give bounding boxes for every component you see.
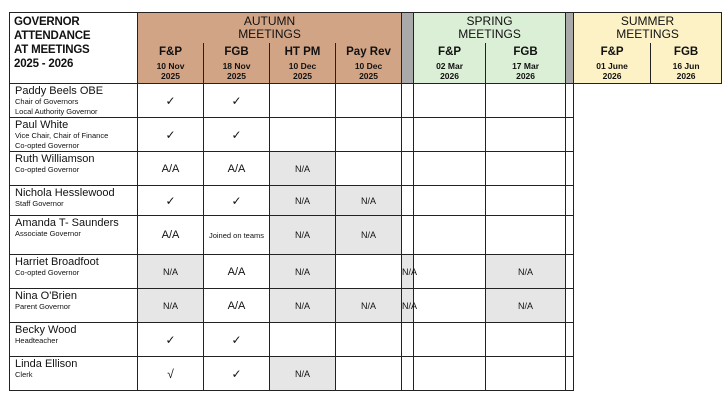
governor-name: Linda Ellison — [15, 358, 78, 370]
governor-cell — [10, 118, 138, 152]
attendance-cell: ✓ — [204, 323, 270, 357]
attendance-cell: N/A — [138, 289, 204, 323]
attendance-cell — [566, 152, 574, 186]
attendance-cell — [336, 152, 402, 186]
attendance-cell — [414, 152, 486, 186]
attendance-cell — [414, 186, 486, 216]
attendance-cell — [486, 84, 566, 118]
governor-role: Co-opted Governor — [15, 268, 80, 277]
governor-row — [10, 216, 722, 255]
attendance-cell: ✓ — [204, 84, 270, 118]
attendance-cell — [336, 357, 402, 391]
governor-cell — [10, 152, 138, 186]
attendance-cell: N/A — [402, 289, 414, 323]
governor-row — [10, 186, 722, 216]
attendance-cell — [336, 118, 402, 152]
attendance-cell — [414, 84, 486, 118]
attendance-cell — [566, 357, 574, 391]
attendance-cell: N/A — [336, 289, 402, 323]
governor-role: Chair of Governors — [15, 97, 79, 106]
attendance-cell — [402, 84, 414, 118]
attendance-cell: N/A — [486, 255, 566, 289]
term-divider — [402, 13, 414, 84]
spring-term-header — [414, 13, 566, 43]
governor-cell — [10, 186, 138, 216]
attendance-cell — [566, 118, 574, 152]
attendance-cell — [486, 216, 566, 255]
attendance-cell — [402, 323, 414, 357]
attendance-cell: N/A — [270, 289, 336, 323]
governor-role: Headteacher — [15, 336, 58, 345]
attendance-cell — [486, 357, 566, 391]
term-label: AUTUMN — [243, 13, 296, 28]
attendance-cell — [402, 216, 414, 255]
attendance-cell — [566, 84, 574, 118]
governor-role: Co-opted Governor — [15, 140, 80, 150]
attendance-cell — [414, 118, 486, 152]
governor-name: Paul White — [15, 119, 69, 131]
attendance-cell: N/A — [336, 216, 402, 255]
meeting-header: F&P 10 Nov 2025 — [138, 43, 204, 84]
summer-term-header — [574, 13, 722, 43]
attendance-cell — [270, 118, 336, 152]
governor-name: Harriet Broadfoot — [15, 256, 99, 268]
attendance-cell: ✓ — [204, 118, 270, 152]
attendance-cell — [566, 289, 574, 323]
attendance-cell: ✓ — [138, 323, 204, 357]
governor-row — [10, 118, 722, 152]
attendance-cell — [336, 84, 402, 118]
meeting-header: Pay Rev 10 Dec 2025 — [336, 43, 402, 84]
attendance-cell — [270, 323, 336, 357]
governor-cell — [10, 216, 138, 255]
attendance-cell: N/A — [336, 186, 402, 216]
attendance-cell: N/A — [270, 255, 336, 289]
title-line: AT MEETINGS — [14, 44, 90, 56]
term-divider — [566, 13, 574, 84]
meeting-header: HT PM 10 Dec 2025 — [270, 43, 336, 84]
attendance-cell — [566, 216, 574, 255]
attendance-cell: N/A — [270, 186, 336, 216]
title-line: ATTENDANCE — [14, 30, 91, 42]
governor-name: Ruth Williamson — [15, 153, 95, 165]
governor-role: Parent Governor — [15, 302, 71, 311]
attendance-cell — [486, 323, 566, 357]
governor-role: Vice Chair, Chair of Finance — [15, 131, 109, 140]
attendance-cell: N/A — [486, 289, 566, 323]
governor-cell — [10, 289, 138, 323]
attendance-cell: ✓ — [204, 186, 270, 216]
term-label: MEETINGS — [616, 26, 679, 41]
term-label: MEETINGS — [238, 26, 301, 41]
governor-row — [10, 357, 722, 391]
attendance-cell — [402, 357, 414, 391]
attendance-cell — [566, 255, 574, 289]
governor-role: Local Authority Governor — [15, 106, 98, 116]
attendance-cell: A/A — [138, 152, 204, 186]
attendance-table — [9, 12, 722, 391]
attendance-cell — [402, 186, 414, 216]
term-label: SPRING — [466, 13, 513, 28]
governor-cell — [10, 84, 138, 118]
governor-name: Paddy Beels OBE — [15, 85, 104, 97]
attendance-cell: N/A — [270, 357, 336, 391]
attendance-cell: A/A — [204, 152, 270, 186]
meeting-header: F&P 02 Mar 2026 — [414, 43, 486, 84]
attendance-cell: ✓ — [138, 186, 204, 216]
attendance-cell: N/A — [270, 152, 336, 186]
title-line: GOVERNOR — [14, 16, 80, 28]
attendance-cell — [486, 118, 566, 152]
attendance-cell: ✓ — [204, 357, 270, 391]
governor-row — [10, 289, 722, 323]
attendance-cell: ✓ — [138, 84, 204, 118]
attendance-cell: N/A — [138, 255, 204, 289]
governor-name: Nichola Hesslewood — [15, 187, 115, 199]
attendance-cell: N/A — [402, 255, 414, 289]
governor-role: Clerk — [15, 370, 33, 379]
meeting-header: F&P 01 June 2026 — [574, 43, 651, 84]
attendance-cell — [336, 323, 402, 357]
governor-name: Becky Wood — [15, 324, 77, 336]
governor-name: Nina O'Brien — [15, 290, 78, 302]
governor-cell — [10, 357, 138, 391]
governor-role: Staff Governor — [15, 199, 64, 208]
attendance-cell — [566, 186, 574, 216]
attendance-cell — [336, 255, 402, 289]
meeting-header: FGB 18 Nov 2025 — [204, 43, 270, 84]
governor-row — [10, 255, 722, 289]
attendance-cell: ✓ — [138, 118, 204, 152]
attendance-cell — [414, 216, 486, 255]
attendance-cell: A/A — [138, 216, 204, 255]
term-label: MEETINGS — [458, 26, 521, 41]
attendance-cell: A/A — [204, 289, 270, 323]
attendance-cell — [270, 84, 336, 118]
governor-cell — [10, 255, 138, 289]
governor-role: Co-opted Governor — [15, 165, 80, 174]
governor-cell — [10, 323, 138, 357]
attendance-cell — [414, 289, 486, 323]
attendance-cell — [566, 323, 574, 357]
attendance-cell — [402, 152, 414, 186]
meeting-header: FGB 17 Mar 2026 — [486, 43, 566, 84]
attendance-cell: N/A — [270, 216, 336, 255]
attendance-cell — [486, 152, 566, 186]
attendance-cell: √ — [138, 357, 204, 391]
meeting-header: FGB 16 Jun 2026 — [651, 43, 722, 84]
attendance-cell — [414, 357, 486, 391]
title-line: 2025 - 2026 — [14, 58, 74, 70]
governor-row — [10, 323, 722, 357]
attendance-cell: A/A — [204, 255, 270, 289]
attendance-cell — [414, 255, 486, 289]
governor-row — [10, 84, 722, 118]
attendance-cell — [402, 118, 414, 152]
attendance-cell — [486, 186, 566, 216]
governor-name: Amanda T- Saunders — [15, 217, 119, 229]
term-label: SUMMER — [620, 13, 675, 28]
attendance-cell: Joined on teams — [204, 216, 270, 255]
autumn-term-header — [138, 13, 402, 43]
governor-row — [10, 152, 722, 186]
governor-role: Associate Governor — [15, 229, 81, 238]
table-title — [10, 13, 138, 84]
attendance-cell — [414, 323, 486, 357]
